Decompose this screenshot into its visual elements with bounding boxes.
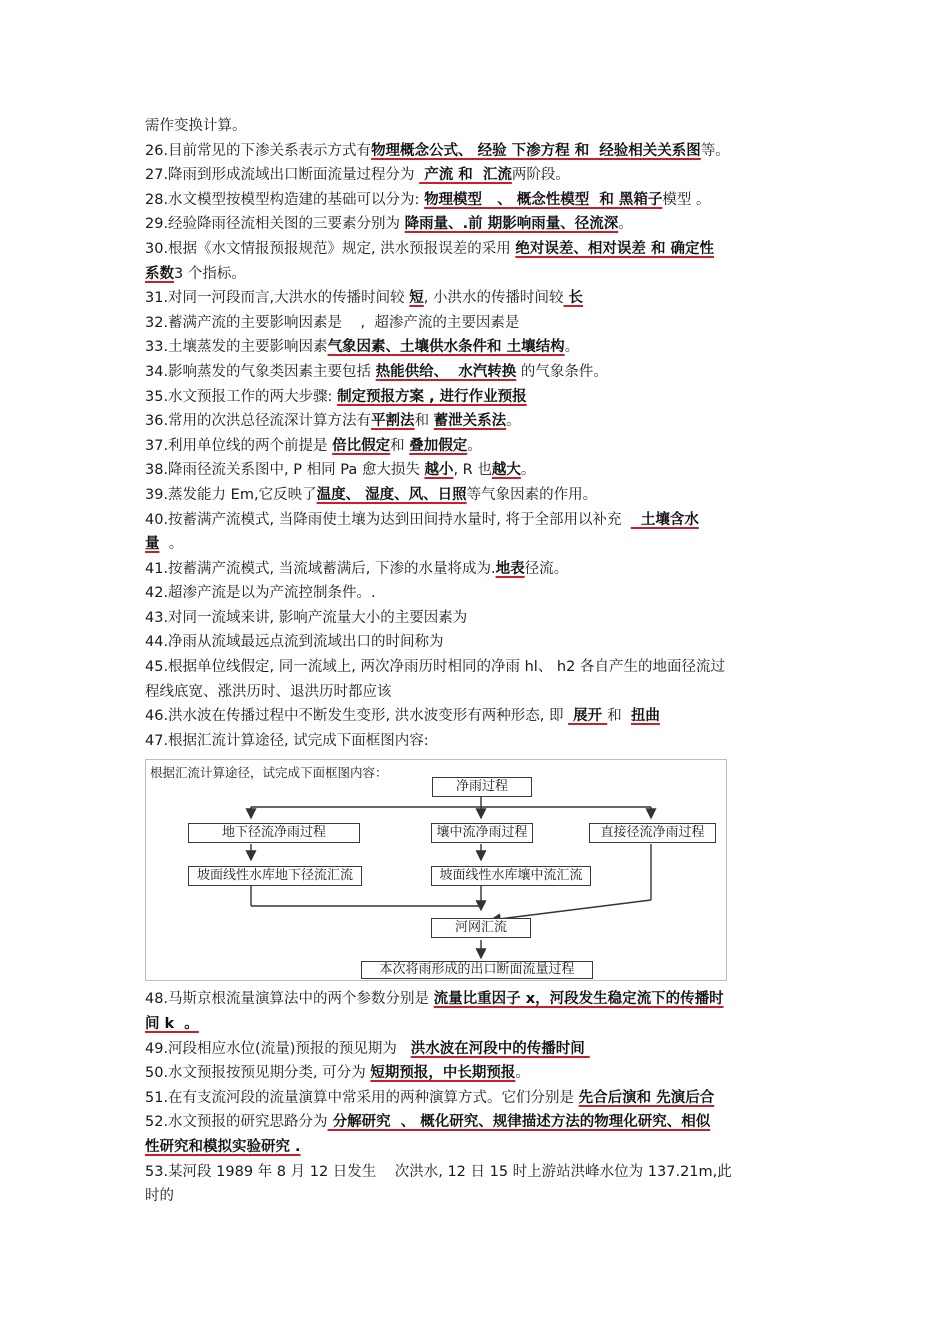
answer-text: 越小 — [424, 462, 454, 479]
answer-text: 叠加假定 — [409, 437, 468, 454]
text-line — [145, 1160, 815, 1185]
text-line — [145, 1061, 815, 1086]
box-groundwater-net-rain: 地下径流净雨过程 — [188, 823, 360, 843]
text-line — [145, 360, 815, 385]
text-line — [145, 630, 815, 655]
text-line — [145, 606, 815, 631]
answer-text: 气象因素、土壤供水条件和 土壤结构 — [327, 339, 565, 356]
text-line — [145, 1086, 815, 1111]
question-text: 时的 — [145, 1188, 174, 1205]
question-text: 45.根据单位线假定, 同一流域上, 两次净雨历时相同的净雨 hl、 h2 各自产生的地面径流过 — [145, 659, 725, 676]
question-text: 35.水文预报工作的两大步骤: — [145, 388, 338, 405]
answer-text: 热能供给、 水汽转换 — [375, 363, 517, 380]
question-text: 。 — [159, 536, 184, 553]
answer-text: 蓄泄关系法 — [433, 413, 507, 430]
question-text: 32.蓄满产流的主要影响因素是 , 超渗产流的主要因素是 — [145, 314, 520, 331]
question-text: 程线底宽、涨洪历时、退洪历时都应该 — [145, 683, 392, 700]
text-line — [145, 1184, 815, 1209]
answer-text: 平割法 — [371, 413, 415, 430]
question-text: 的气象条件。 — [516, 363, 608, 380]
answer-text: 绝对误差、相对误差 和 确定性 — [515, 240, 714, 257]
answer-text: 产流 和 汇流 — [419, 167, 512, 184]
text-line — [145, 483, 815, 508]
question-text: 48.马斯京根流量演算法中的两个参数分别是 — [145, 991, 434, 1008]
answer-text: 先合后演和 先演后合 — [578, 1089, 715, 1106]
question-text: 和 — [390, 437, 410, 454]
answer-text: 流量比重因子 x，河段发生稳定流下的传播时 — [433, 991, 724, 1008]
question-text: 。 — [515, 1065, 530, 1082]
text-line — [145, 286, 815, 311]
question-text: 41.按蓄满产流模式, 当流域蓄满后, 下渗的水量将成为. — [145, 560, 496, 577]
text-line — [145, 987, 815, 1012]
answer-text: 系数 — [145, 265, 174, 282]
text-line — [145, 508, 815, 533]
box-channel-network-routing: 河网汇流 — [431, 918, 531, 938]
question-text: , 小洪水的传播时间较 — [423, 290, 564, 307]
text-line — [145, 311, 815, 336]
question-text: 44.净雨从流域最远点流到流域出口的时间称为 — [145, 634, 444, 651]
question-list-top — [145, 114, 815, 753]
answer-text: 短 — [409, 290, 424, 307]
answer-text: 温度、 湿度、风、日照 — [316, 486, 467, 503]
answer-text: 地表 — [495, 560, 525, 577]
question-text: 。 — [520, 462, 536, 479]
question-text: 。 — [467, 437, 482, 454]
question-text: 径流。 — [524, 560, 569, 577]
text-line — [145, 409, 815, 434]
question-text: 两阶段。 — [511, 167, 570, 184]
question-text: 3 个指标。 — [174, 265, 246, 282]
answer-text: 性研究和模拟实验研究 . — [145, 1139, 301, 1155]
answer-text: 展开 — [568, 708, 608, 725]
question-text: , R 也 — [453, 462, 492, 479]
question-text: 34.影响蒸发的气象类因素主要包括 — [145, 363, 376, 380]
question-text: 。 — [618, 216, 633, 233]
text-line — [145, 139, 815, 164]
question-text: 30.根据《水文情报预报规范》规定, 洪水预报误差的采用 — [145, 240, 516, 257]
box-net-rain: 净雨过程 — [432, 777, 532, 797]
question-text: 。 — [506, 413, 521, 430]
box-direct-runoff-net-rain: 直接径流净雨过程 — [589, 823, 716, 843]
answer-text: 物理模型 、 概念性模型 和 黑箱子 — [424, 191, 663, 208]
figure-caption: 根据汇流计算途径，试完成下面框图内容： — [150, 765, 388, 781]
text-line — [145, 1037, 815, 1062]
question-text: 需作变换计算。 — [145, 118, 247, 134]
answer-text: 间 k 。 — [145, 1016, 199, 1033]
question-text: 和 — [607, 708, 631, 725]
box-outlet-discharge: 本次将雨形成的出口断面流量过程 — [361, 961, 593, 979]
text-line — [145, 1110, 815, 1135]
answer-text: 土壤含水 — [630, 511, 699, 528]
question-text: 53.某河段 1989 年 8 月 12 日发生 次洪水, 12 日 15 时上游站洪峰水位为 137.21m,此 — [145, 1163, 732, 1180]
question-text: 31.对同一河段而言,大洪水的传播时间较 — [145, 290, 410, 307]
answer-text: 长 — [563, 290, 584, 307]
question-text: 。 — [564, 339, 580, 356]
text-line — [145, 163, 815, 188]
text-line — [145, 557, 815, 582]
answer-text: 分解研究 、 概化研究、规律描述方法的物理化研究、相似 — [327, 1114, 711, 1131]
text-line — [145, 581, 815, 606]
text-line — [145, 262, 815, 287]
text-line — [145, 212, 815, 237]
answer-text: 物理概念公式、 经验 下渗方程 和 经验相关关系图 — [371, 142, 701, 159]
text-line — [145, 704, 815, 729]
flow-chart-figure — [145, 759, 727, 981]
text-line — [145, 114, 815, 139]
question-text: 38.降雨径流关系图中, P 相同 Pa 愈大损失 — [145, 462, 425, 479]
answer-text: 越大 — [491, 462, 521, 479]
box-interflow-reservoir-routing: 坡面线性水库壤中流汇流 — [431, 866, 591, 886]
answer-text: 倍比假定 — [332, 437, 391, 454]
question-text: 和 — [414, 413, 434, 430]
text-line — [145, 655, 815, 680]
answer-text: 制定预报方案 , 进行作业预报 — [337, 388, 527, 405]
question-text: 36.常用的次洪总径流深计算方法有 — [145, 413, 372, 430]
question-text: 43.对同一流域来讲, 影响产流量大小的主要因素为 — [145, 609, 468, 626]
question-text: 52.水文预报的研究思路分为 — [145, 1114, 328, 1131]
text-line — [145, 1135, 815, 1160]
text-line — [145, 335, 815, 360]
text-line — [145, 1012, 815, 1037]
question-text: 28.水文模型按模型构造建的基础可以分为: — [145, 191, 425, 208]
text-line — [145, 458, 815, 483]
text-line — [145, 680, 815, 705]
question-text: 47.根据汇流计算途径, 试完成下面框图内容: — [145, 732, 429, 749]
document-body — [145, 114, 815, 1209]
question-text: 29.经验降雨径流相关图的三要素分别为 — [145, 216, 405, 233]
question-text: 49.河段相应水位(流量)预报的预见期为 — [145, 1040, 411, 1057]
question-text: 33.土壤蒸发的主要影响因素 — [145, 339, 328, 356]
question-text: 26.目前常见的下渗关系表示方式有 — [145, 142, 372, 159]
answer-text: 降雨量、.前 期影响雨量、径流深 — [404, 216, 619, 233]
answer-text: 扭曲 — [630, 708, 660, 725]
question-text: 40.按蓄满产流模式, 当降雨使土壤为达到田间持水量时, 将于全部用以补充 — [145, 511, 631, 528]
box-interflow-net-rain: 壤中流净雨过程 — [431, 823, 533, 843]
question-text: 模型 。 — [662, 191, 711, 208]
answer-text: 量 — [145, 536, 160, 553]
text-line — [145, 532, 815, 557]
answer-text: 洪水波在河段中的传播时间 — [410, 1040, 590, 1057]
text-line — [145, 188, 815, 213]
question-text: 51.在有支流河段的流量演算中常采用的两种演算方式。它们分别是 — [145, 1089, 579, 1106]
question-text: 等气象因素的作用。 — [466, 486, 598, 503]
text-line — [145, 237, 815, 262]
question-text: 46.洪水波在传播过程中不断发生变形, 洪水波变形有两种形态, 即 — [145, 708, 569, 725]
question-text: 27.降雨到形成流域出口断面流量过程分为 — [145, 167, 420, 184]
text-line — [145, 385, 815, 410]
question-list-bottom — [145, 987, 815, 1208]
text-line — [145, 729, 815, 754]
question-text: 39.蒸发能力 Em,它反映了 — [145, 486, 317, 503]
text-line — [145, 434, 815, 459]
question-text: 42.超渗产流是以为产流控制条件。. — [145, 585, 376, 602]
answer-text: 短期预报，中长期预报 — [370, 1065, 516, 1082]
question-text: 50.水文预报按预见期分类, 可分为 — [145, 1065, 371, 1082]
question-text: 等。 — [700, 142, 730, 159]
box-groundwater-reservoir-routing: 坡面线性水库地下径流汇流 — [188, 866, 362, 886]
question-text: 37.利用单位线的两个前提是 — [145, 437, 333, 454]
